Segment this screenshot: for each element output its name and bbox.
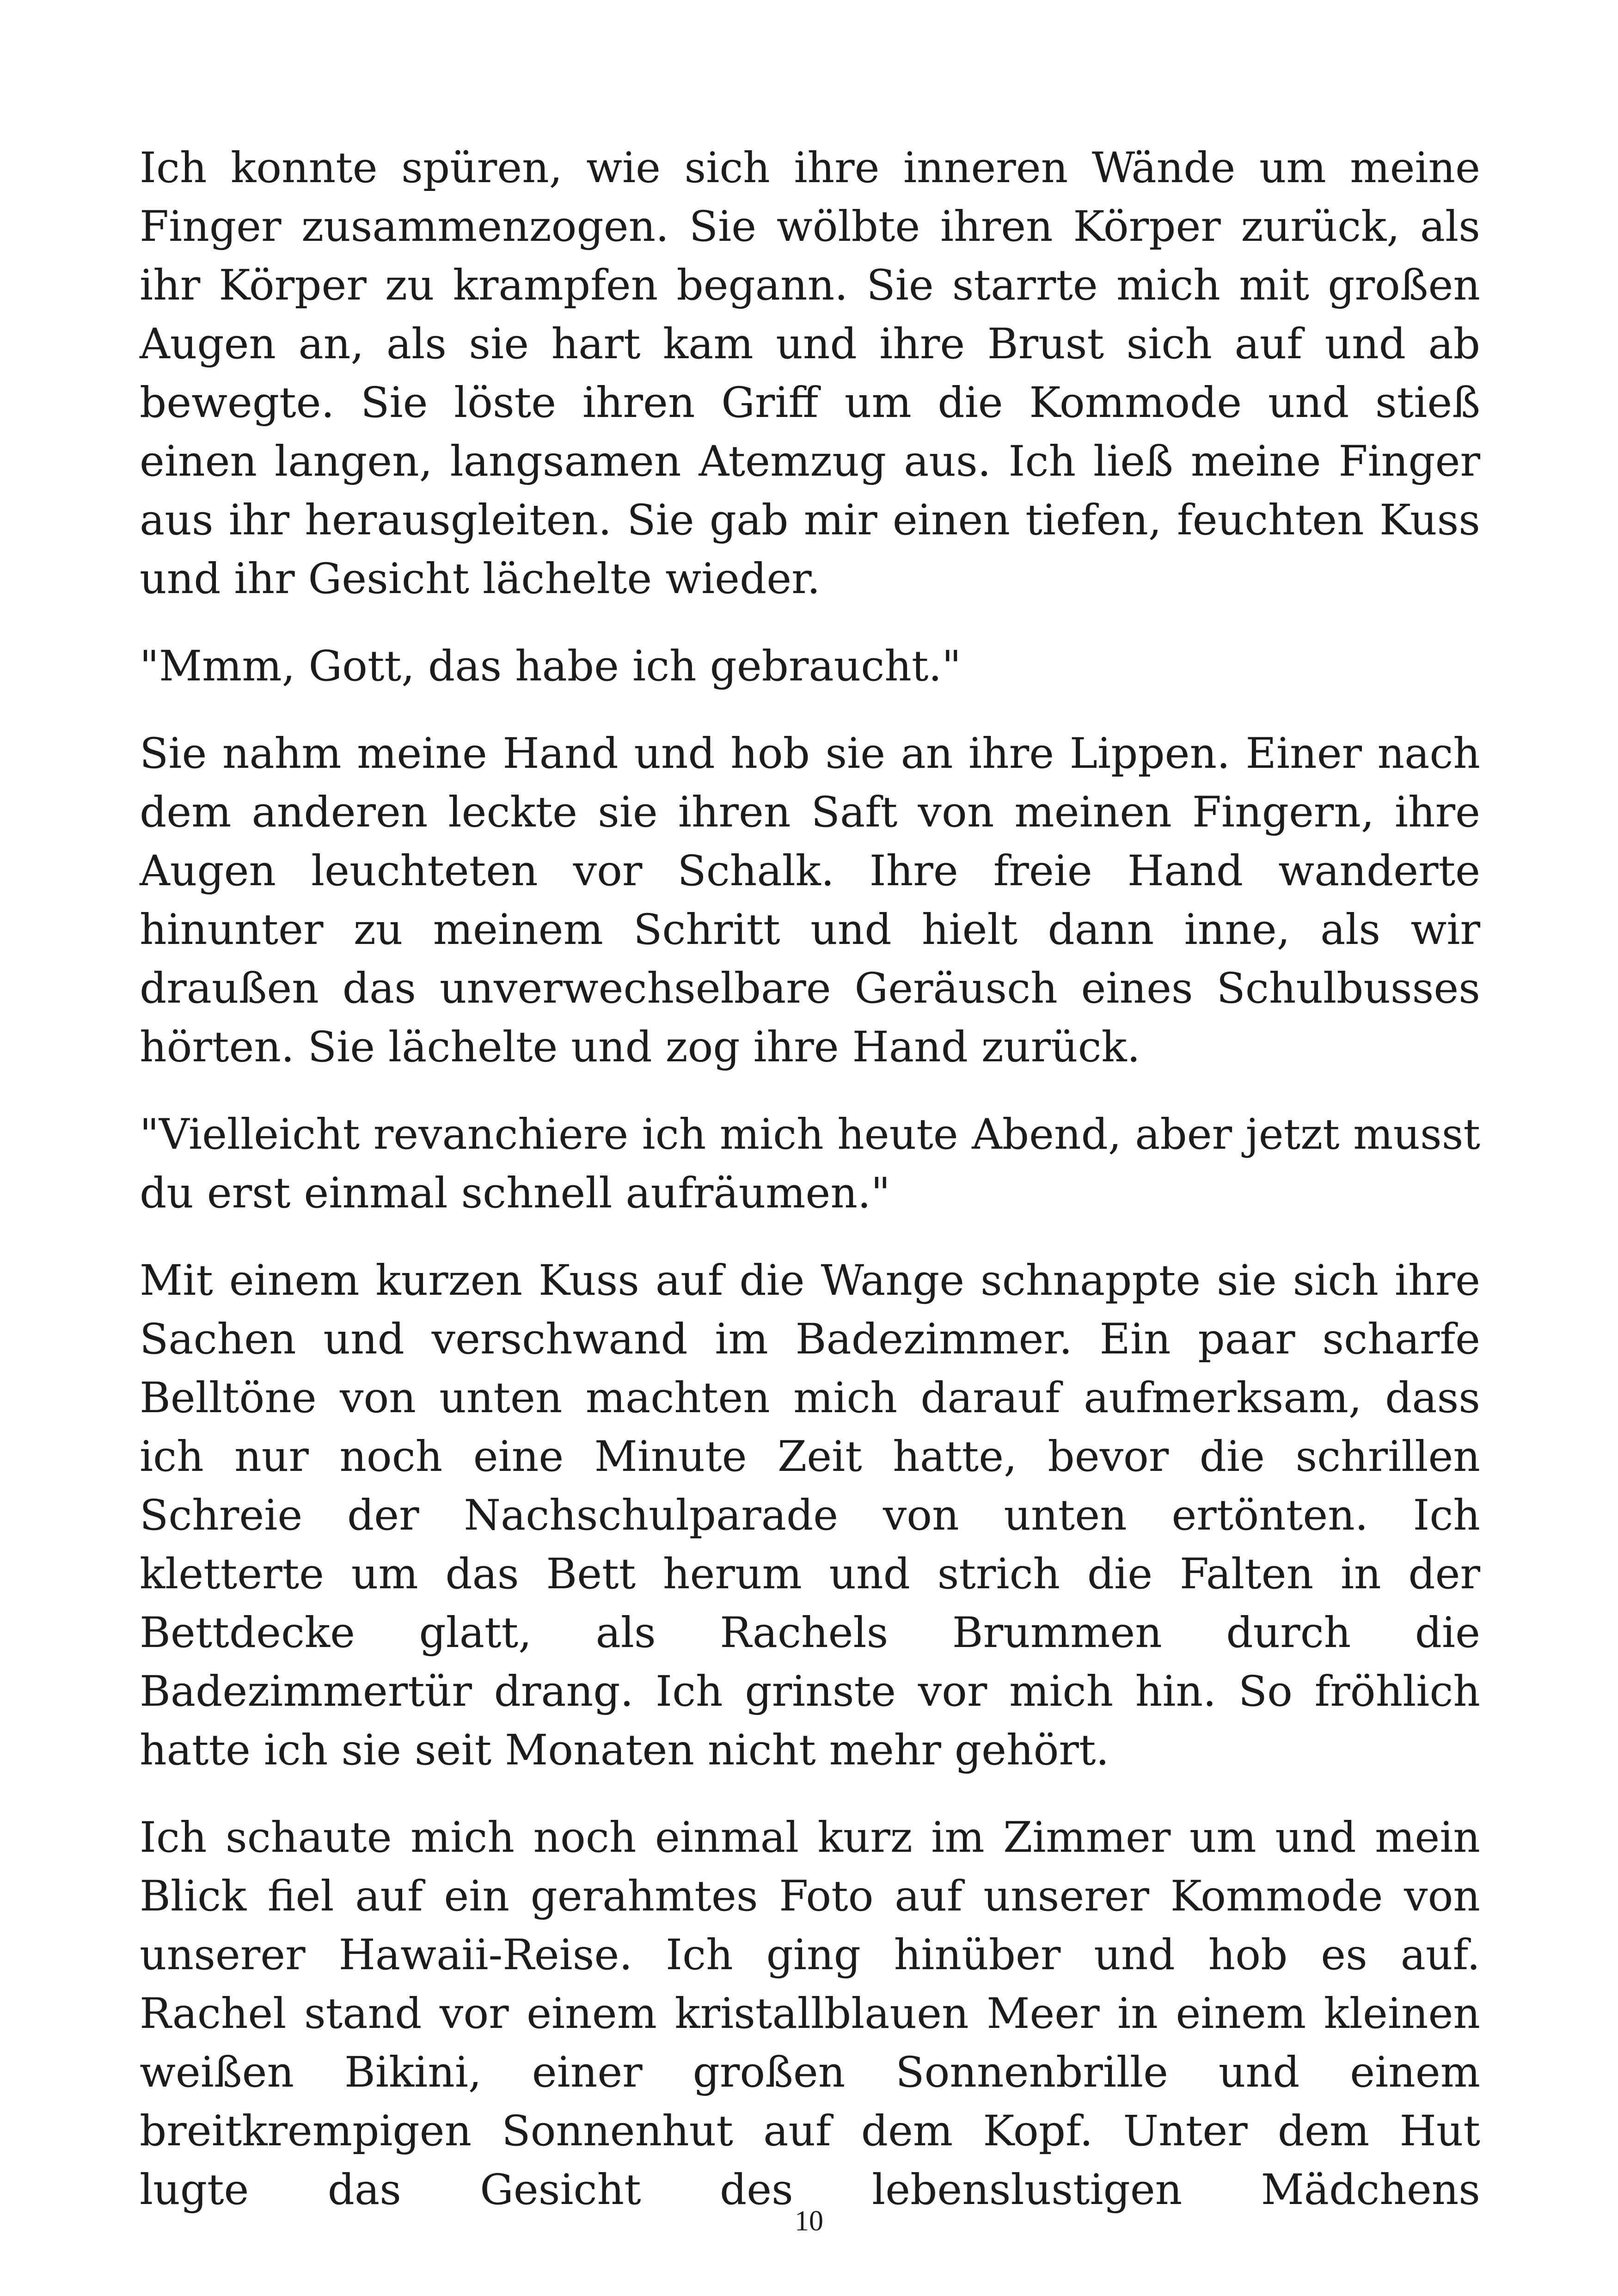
paragraph-1: Ich konnte spüren, wie sich ihre inneren Wände um meine Finger zusammenzogen. Sie wölbte ihren Körper zurück, als ihr Körper zu krampfen begann. Sie starrte mich mit großen Augen an, als sie hart kam und ihre Brust sich auf und ab bewegte. Sie löste ihren Griff um die Kommode und stieß einen langen, langsamen Atemzug aus. Ich ließ meine Finger aus ihr herausgleiten. Sie gab mir einen tiefen, feuchten Kuss und ihr Gesicht lächelte wieder. xyxy=(140,144,1480,603)
paragraph-3: Sie nahm meine Hand und hob sie an ihre Lippen. Einer nach dem anderen leckte sie ihren Saft von meinen Fingern, ihre Augen leuchteten vor Schalk. Ihre freie Hand wanderte hinunter zu meinem Schritt und hielt dann inne, als wir draußen das unverwechselbare Geräusch eines Schulbusses hörten. Sie lächelte und zog ihre Hand zurück. xyxy=(140,729,1480,1071)
paragraph-2: "Mmm, Gott, das habe ich gebraucht." xyxy=(140,642,962,691)
body-text xyxy=(140,139,1480,2248)
paragraph-4: "Vielleicht revanchiere ich mich heute Abend, aber jetzt musst du erst einmal schnell aufräumen." xyxy=(140,1110,1480,1218)
paragraph-6: Ich schaute mich noch einmal kurz im Zimmer um und mein Blick fiel auf ein gerahmtes Foto auf unserer Kommode von unserer Hawaii-Reise. Ich ging hinüber und hob es auf. Rachel stand vor einem kristallblauen Meer in einem kleinen weißen Bikini, einer großen Sonnenbrille und einem breitkrempigen Sonnenhut auf dem Kopf. Unter dem Hut lugte das Gesicht des lebenslustigen Mädchens xyxy=(140,1813,1480,2214)
page-number: 10 xyxy=(795,2205,823,2237)
paragraph-5: Mit einem kurzen Kuss auf die Wange schnappte sie sich ihre Sachen und verschwand im Badezimmer. Ein paar scharfe Belltöne von unten machten mich darauf aufmerksam, dass ich nur noch eine Minute Zeit hatte, bevor die schrillen Schreie der Nachschulparade von unten ertönten. Ich kletterte um das Bett herum und strich die Falten in der Bettdecke glatt, als Rachels Brummen durch die Badezimmertür drang. Ich grinste vor mich hin. So fröhlich hatte ich sie seit Monaten nicht mehr gehört. xyxy=(140,1256,1480,1775)
